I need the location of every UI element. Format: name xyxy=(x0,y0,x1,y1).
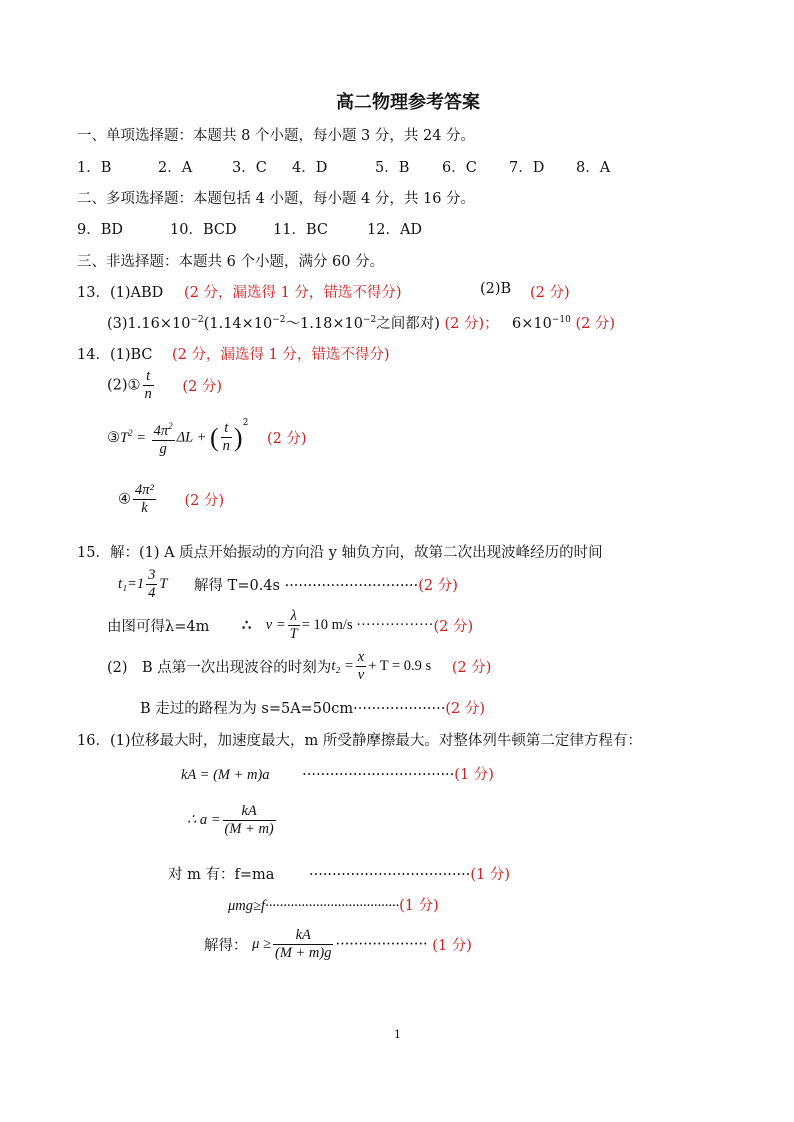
q15-frac-den: 4 xyxy=(148,585,156,601)
q15-line4 xyxy=(107,649,491,684)
q13-part3-mid2: ～1.18×10 xyxy=(285,316,363,332)
answer-12: 12．AD xyxy=(367,222,423,238)
answer-1: 1．B xyxy=(77,160,112,176)
q14-part3-frac1 xyxy=(152,418,175,458)
q14-part2 xyxy=(107,368,222,403)
q15-t2: t₂ = xyxy=(331,658,354,674)
section2-heading: 二、多项选择题：本题包括 4 小题，每小题 4 分，共 16 分。 xyxy=(77,191,476,207)
answer-11: 11．BC xyxy=(273,222,328,238)
q16-eq5-fraction xyxy=(273,927,334,962)
q13-part3-mid1: (1.14×10 xyxy=(203,316,273,332)
q15-line4-score: (2 分) xyxy=(451,660,492,676)
answer-5: 5．B xyxy=(375,160,410,176)
q15-t2-num: x xyxy=(357,649,365,665)
answer-6: 6．C xyxy=(442,160,477,176)
q16-eq5-den: (M + m)g xyxy=(274,945,332,961)
answer-4: 4．D xyxy=(292,160,328,176)
q15-fraction xyxy=(146,567,157,602)
q14-part4-fraction xyxy=(133,482,156,517)
q14-part4-score: (2 分) xyxy=(184,493,225,509)
q16-eq1-text: kA = (M + m)a xyxy=(181,767,270,783)
q16-eq5-score: (1 分) xyxy=(432,938,472,954)
q15-line5 xyxy=(140,697,485,718)
q14-part3-eq-lhs: $T^2$ = xyxy=(120,428,150,447)
q14-part3 xyxy=(107,418,307,458)
q13-part1: 13．(1)ABD xyxy=(77,285,164,301)
q15-v-num: λ xyxy=(288,608,300,626)
answer-2: 2．A xyxy=(158,160,193,176)
q16-line1: 16．(1)位移最大时，加速度最大，m 所受静摩擦最大。对整体列牛顿第二定律方程有： xyxy=(77,733,642,749)
q15-t2-den: v xyxy=(357,667,365,683)
q16-eq3-score: (1 分) xyxy=(470,867,510,883)
q16-eq1-dots: ································· xyxy=(302,767,455,783)
q14-part2-fraction xyxy=(143,368,154,403)
q14-part3-square: 2 xyxy=(242,418,249,428)
q13-part3-exp: −2 xyxy=(190,315,204,326)
q13-part3-exp2: −2 xyxy=(272,315,286,326)
answer-9: 9．BD xyxy=(77,222,124,238)
q16-eq1 xyxy=(181,763,494,784)
q14-part4-num: 4π² xyxy=(135,482,154,498)
q14-part3-deltaL: ΔL + xyxy=(176,429,210,446)
q15-solve: 解得 T=0.4s ····························· xyxy=(194,578,419,594)
q15-line5-score: (2 分) xyxy=(445,701,485,717)
q15-v-den: T xyxy=(289,626,298,642)
q15-line3 xyxy=(107,608,473,643)
q16-eq4 xyxy=(228,894,439,915)
q13-part3-tail: 之间都对) xyxy=(376,316,440,332)
q14-part3-frac2 xyxy=(221,420,232,455)
q14-part3-frac2-num: t xyxy=(221,420,232,438)
q13-part2-score: (2 分) xyxy=(530,285,570,301)
q16-eq3 xyxy=(168,863,510,884)
q13-part3-value xyxy=(512,312,615,333)
q15-line2 xyxy=(118,567,458,602)
q15-line3-score: (2 分) xyxy=(433,619,474,635)
q13-part3-score: (2 分)； xyxy=(444,316,499,332)
q16-eq3-lead: 对 m 有：f=ma xyxy=(168,867,275,883)
q14-part4 xyxy=(118,482,224,517)
q15-line2-score: (2 分) xyxy=(418,578,458,594)
q16-eq3-dots: ··································· xyxy=(309,867,471,883)
q15-part2-lead: (2) B 点第一次出现波谷的时刻为 xyxy=(107,660,332,676)
q14-part1: 14．(1)BC xyxy=(77,347,153,363)
q16-eq2 xyxy=(187,803,278,838)
q13-part2: (2)B xyxy=(480,281,512,297)
section3-heading: 三、非选择题：本题共 6 个小题，满分 60 分。 xyxy=(77,254,385,270)
q16-eq5-mu: μ ≥ xyxy=(252,936,271,952)
q16-eq2-num: kA xyxy=(223,803,276,821)
q15-v: v = xyxy=(265,617,286,633)
q15-wavelength: 由图可得λ=4m xyxy=(107,619,210,635)
q15-t1: t₁=1 xyxy=(118,576,145,592)
q15-v-fraction xyxy=(288,608,300,643)
q14-part3-lead: ③ xyxy=(107,429,120,446)
page-number: 1 xyxy=(394,1028,401,1041)
q13-part3-val: 6×10 xyxy=(512,316,552,332)
q13-part1-score: (2 分，漏选得 1 分，错选不得分) xyxy=(184,285,402,301)
q16-eq5-lead: 解得： xyxy=(204,938,248,954)
q13-part3-lead: (3)1.16×10 xyxy=(107,316,191,332)
q15-path: B 走过的路程为为 s=5A=50cm···················· xyxy=(140,701,446,717)
q14-part4-den: k xyxy=(141,500,148,516)
q14-part2-lead: (2)① xyxy=(107,377,141,394)
page-title: 高二物理参考答案 xyxy=(336,92,480,113)
q14-part3-score: (2 分) xyxy=(266,431,307,448)
q16-eq2-fraction xyxy=(223,803,276,838)
q14-part3-paren-right: ) xyxy=(233,422,243,452)
q13-part3-exp3: −2 xyxy=(362,315,377,326)
q14-part3-frac2-den: n xyxy=(222,438,230,455)
answer-8: 8．A xyxy=(576,160,611,176)
q14-part1-score: (2 分，漏选得 1 分，错选不得分) xyxy=(172,347,390,363)
q14-part2-num: t xyxy=(143,368,154,386)
q16-eq4-text: μmg≥f····································· xyxy=(228,898,400,914)
answer-10: 10．BCD xyxy=(170,222,237,238)
q16-eq4-score: (1 分) xyxy=(399,898,439,914)
q14-part4-lead: ④ xyxy=(118,491,131,508)
q14-part2-score: (2 分) xyxy=(182,379,223,395)
q14-part3-frac1-num: $4\pi^2$ xyxy=(152,418,175,441)
q14-part2-den: n xyxy=(144,386,152,402)
q14-part3-paren-left: ( xyxy=(210,422,219,452)
q15-t2-fraction xyxy=(356,649,366,684)
q16-eq2-den: (M + m) xyxy=(224,821,274,837)
q16-eq5-dots: ···················· xyxy=(335,936,428,953)
q16-eq2-lead: ∴ a = xyxy=(187,812,221,828)
q13-part3-val-score: (2 分) xyxy=(575,316,616,332)
answer-7: 7．D xyxy=(509,160,545,176)
q15-t2-value: + T = 0.9 s xyxy=(368,658,432,674)
q16-eq5 xyxy=(204,927,472,962)
q15-v-value: = 10 m/s ················ xyxy=(301,617,434,633)
q15-line1: 15．解：(1) A 质点开始振动的方向沿 y 轴负方向，故第二次出现波峰经历的时间 xyxy=(77,545,603,561)
q16-eq5-num: kA xyxy=(273,927,334,945)
q16-eq1-score: (1 分) xyxy=(454,767,494,783)
section1-heading: 一、单项选择题：本题共 8 个小题，每小题 3 分，共 24 分。 xyxy=(77,128,476,144)
q13-part3-val-exp: −10 xyxy=(551,315,571,326)
q15-T: T xyxy=(159,576,168,592)
q15-therefore: ∴ xyxy=(241,617,252,634)
answer-3: 3．C xyxy=(232,160,267,176)
q13-part3 xyxy=(107,312,499,333)
q14-part3-frac1-den: g xyxy=(159,440,167,457)
q15-frac-num: 3 xyxy=(148,567,156,583)
